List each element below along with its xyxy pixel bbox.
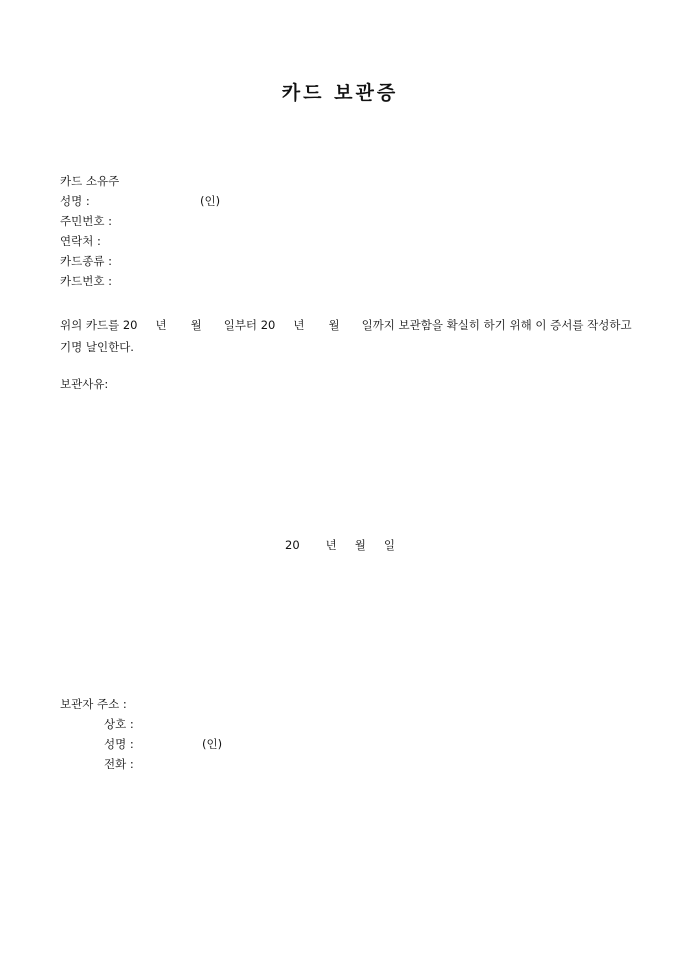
- date-day: 일: [383, 538, 395, 552]
- statement-part-2: 년: [155, 318, 167, 332]
- keeper-seal-mark: (인): [202, 737, 223, 751]
- statement-paragraph: [60, 314, 640, 358]
- document-title: 카드 보관증: [281, 82, 399, 104]
- keeper-phone-label: 전화 :: [104, 757, 134, 771]
- owner-heading: 카드 소유주: [60, 174, 120, 188]
- statement-part-1: 위의 카드를 20: [60, 318, 138, 332]
- date-line: [0, 537, 680, 553]
- date-year-prefix: 20: [285, 538, 300, 552]
- keeper-address-label: 보관자 주소 :: [60, 697, 127, 711]
- keeper-company-label: 상호 :: [104, 717, 134, 731]
- statement-part-5: 년: [293, 318, 305, 332]
- owner-card-type-label: 카드종류 :: [60, 254, 112, 268]
- statement-part-3: 월: [190, 318, 202, 332]
- date-month: 월: [354, 538, 366, 552]
- statement-part-7: 일까지 보관함을 확실히 하기 위해 이 증서를 작성하고 기명 날인한다.: [60, 318, 632, 354]
- date-year: 년: [325, 538, 337, 552]
- keeper-name-label: 성명 :: [104, 737, 134, 751]
- statement-part-4: 일부터 20: [223, 318, 276, 332]
- statement-part-6: 월: [328, 318, 340, 332]
- owner-seal-mark: (인): [200, 194, 221, 208]
- owner-id-label: 주민번호 :: [60, 214, 112, 228]
- owner-card-number-label: 카드번호 :: [60, 274, 112, 288]
- owner-contact-label: 연락처 :: [60, 234, 101, 248]
- owner-name-label: 성명 :: [60, 194, 90, 208]
- reason-label: 보관사유:: [60, 377, 109, 391]
